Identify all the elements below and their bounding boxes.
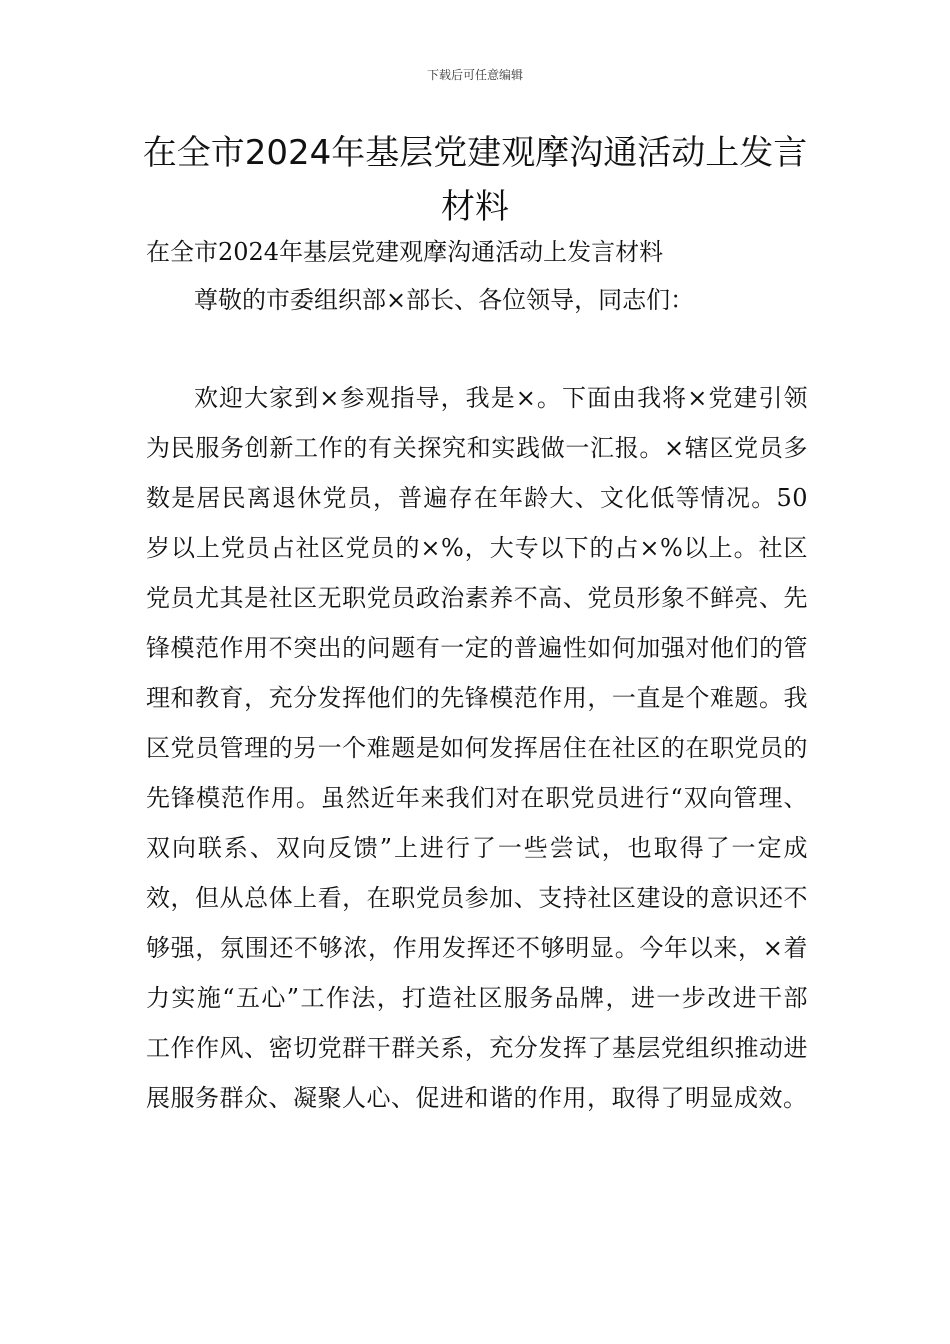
salutation: 尊敬的市委组织部×部长、各位领导，同志们： bbox=[194, 286, 695, 314]
document-title: 在全市2024年基层党建观摩沟通活动上发言材料 bbox=[142, 133, 808, 227]
body-paragraph: 欢迎大家到×参观指导，我是×。下面由我将×党建引领为民服务创新工作的有关探究和实践做一汇报。×辖区党员多数是居民离退休党员，普遍存在年龄大、文化低等情况。50岁以上党员占社区党员的×%，大专以下的占×%以上。社区党员尤其是社区无职党员政治素养不高、党员形象不鲜亮、先锋模范作用不突出的问题有一定的普遍性如何加强对他们的管理和教育，充分发挥他们的先锋模范作用，一直是个难题。我区党员管理的另一个难题是如何发挥居住在社区的在职党员的先锋模范作用。虽然近年来我们对在职党员进行“双向管理、双向联系、双向反馈”上进行了一些尝试，也取得了一定成效，但从总体上看，在职党员参加、支持社区建设的意识还不够强，氛围还不够浓，作用发挥还不够明显。今年以来，×着力实施“五心”工作法，打造社区服务品牌，进一步改进干部工作作风、密切党群干群关系，充分发挥了基层党组织推动进展服务群众、凝聚人心、促进和谐的作用，取得了明显成效。 bbox=[146, 384, 808, 1112]
header-note: 下载后可任意编辑 bbox=[426, 68, 523, 82]
document-subtitle: 在全市2024年基层党建观摩沟通活动上发言材料 bbox=[146, 238, 664, 266]
